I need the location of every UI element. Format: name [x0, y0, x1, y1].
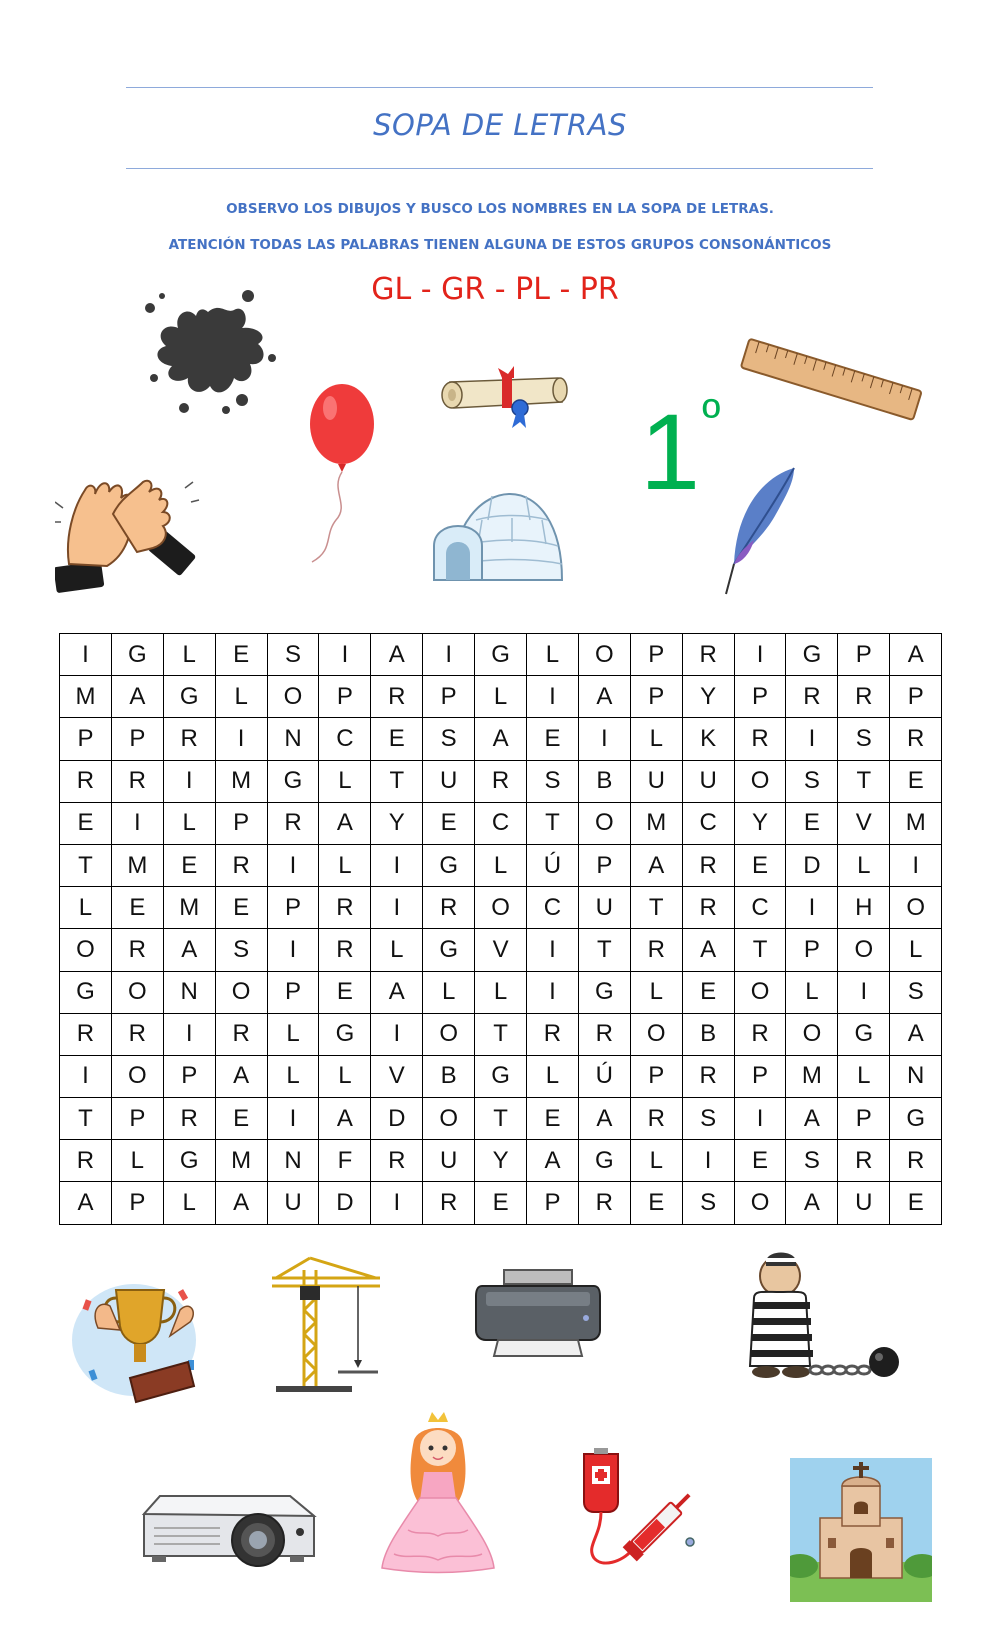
- grid-cell[interactable]: M: [215, 1140, 267, 1182]
- grid-cell[interactable]: I: [682, 1140, 734, 1182]
- grid-row: [60, 760, 942, 802]
- clapping-hands-icon: [55, 468, 200, 603]
- grid-cell[interactable]: R: [682, 634, 734, 676]
- grid-cell[interactable]: A: [682, 929, 734, 971]
- grid-cell[interactable]: E: [734, 1140, 786, 1182]
- grid-cell[interactable]: I: [734, 634, 786, 676]
- grid-cell[interactable]: L: [838, 1055, 890, 1097]
- grid-cell[interactable]: I: [267, 844, 319, 886]
- grade-number: 1: [640, 391, 701, 512]
- grid-cell[interactable]: E: [734, 844, 786, 886]
- grid-cell[interactable]: I: [527, 676, 579, 718]
- grid-cell[interactable]: R: [60, 1013, 112, 1055]
- grid-cell[interactable]: O: [578, 634, 630, 676]
- grid-cell[interactable]: L: [838, 844, 890, 886]
- grid-cell[interactable]: R: [786, 676, 838, 718]
- grid-cell[interactable]: R: [111, 1013, 163, 1055]
- grid-cell[interactable]: A: [578, 1098, 630, 1140]
- grid-cell[interactable]: O: [111, 971, 163, 1013]
- grid-cell[interactable]: O: [578, 802, 630, 844]
- grade-label: [640, 389, 721, 512]
- grid-cell[interactable]: T: [475, 1013, 527, 1055]
- grid-cell[interactable]: L: [163, 1182, 215, 1224]
- grid-cell[interactable]: S: [682, 1098, 734, 1140]
- grid-cell[interactable]: A: [215, 1182, 267, 1224]
- word-search-grid: [59, 633, 942, 1225]
- grid-cell[interactable]: R: [111, 929, 163, 971]
- grid-row: [60, 1013, 942, 1055]
- grid-cell[interactable]: P: [267, 971, 319, 1013]
- grid-cell[interactable]: A: [890, 634, 942, 676]
- grid-cell[interactable]: S: [527, 760, 579, 802]
- diploma-icon: [440, 364, 570, 434]
- grid-cell[interactable]: L: [475, 676, 527, 718]
- grid-cell[interactable]: E: [163, 844, 215, 886]
- grid-cell[interactable]: G: [890, 1098, 942, 1140]
- grid-cell[interactable]: Ú: [527, 844, 579, 886]
- grid-cell[interactable]: Y: [371, 802, 423, 844]
- grid-cell[interactable]: L: [630, 718, 682, 760]
- prisoner-icon: [740, 1246, 900, 1381]
- grid-cell[interactable]: O: [267, 676, 319, 718]
- blood-transfusion-icon: [578, 1446, 704, 1571]
- grid-row: [60, 1098, 942, 1140]
- grid-cell[interactable]: R: [630, 1098, 682, 1140]
- grid-cell[interactable]: L: [423, 971, 475, 1013]
- grid-cell[interactable]: R: [578, 1013, 630, 1055]
- grid-cell[interactable]: I: [371, 1182, 423, 1224]
- grid-cell[interactable]: I: [734, 1098, 786, 1140]
- grid-cell[interactable]: I: [215, 718, 267, 760]
- grid-cell[interactable]: M: [111, 844, 163, 886]
- grid-cell[interactable]: P: [319, 676, 371, 718]
- grid-cell[interactable]: R: [371, 676, 423, 718]
- grid-cell[interactable]: G: [578, 971, 630, 1013]
- grid-cell[interactable]: R: [734, 1013, 786, 1055]
- grid-cell[interactable]: H: [838, 887, 890, 929]
- grid-cell[interactable]: E: [371, 718, 423, 760]
- grid-cell[interactable]: T: [734, 929, 786, 971]
- grid-cell[interactable]: M: [60, 676, 112, 718]
- grid-row: [60, 802, 942, 844]
- grid-cell[interactable]: A: [578, 676, 630, 718]
- grid-cell[interactable]: N: [163, 971, 215, 1013]
- grid-cell[interactable]: P: [527, 1182, 579, 1224]
- grid-cell[interactable]: A: [786, 1182, 838, 1224]
- grid-cell[interactable]: P: [838, 634, 890, 676]
- grid-cell[interactable]: V: [371, 1055, 423, 1097]
- grid-cell[interactable]: O: [734, 971, 786, 1013]
- grid-cell[interactable]: C: [319, 718, 371, 760]
- grid-cell[interactable]: A: [786, 1098, 838, 1140]
- grid-cell[interactable]: G: [838, 1013, 890, 1055]
- grid-cell[interactable]: C: [682, 802, 734, 844]
- grid-cell[interactable]: R: [215, 1013, 267, 1055]
- grid-cell[interactable]: L: [267, 1013, 319, 1055]
- grid-cell[interactable]: M: [890, 802, 942, 844]
- page-title: SOPA DE LETRAS: [373, 108, 627, 142]
- grid-cell[interactable]: E: [60, 802, 112, 844]
- grid-cell[interactable]: M: [163, 887, 215, 929]
- grid-row: [60, 1055, 942, 1097]
- grid-cell[interactable]: C: [475, 802, 527, 844]
- balloon-icon: [300, 380, 380, 570]
- grid-cell[interactable]: P: [734, 676, 786, 718]
- grid-cell[interactable]: P: [890, 676, 942, 718]
- grid-cell[interactable]: R: [319, 887, 371, 929]
- grid-cell[interactable]: E: [890, 1182, 942, 1224]
- grid-cell[interactable]: S: [215, 929, 267, 971]
- grid-cell[interactable]: B: [682, 1013, 734, 1055]
- grid-cell[interactable]: B: [578, 760, 630, 802]
- instruction-line-1: OBSERVO LOS DIBUJOS Y BUSCO LOS NOMBRES EN LA SOPA DE LETRAS.: [226, 201, 774, 217]
- printer-icon: [474, 1256, 602, 1364]
- grid-cell[interactable]: E: [215, 1098, 267, 1140]
- grid-cell[interactable]: G: [423, 844, 475, 886]
- grid-cell[interactable]: U: [682, 760, 734, 802]
- grid-cell[interactable]: R: [630, 929, 682, 971]
- grid-cell[interactable]: L: [475, 971, 527, 1013]
- grid-cell[interactable]: O: [423, 1098, 475, 1140]
- grid-row: [60, 1140, 942, 1182]
- grid-cell[interactable]: R: [423, 887, 475, 929]
- grid-cell[interactable]: I: [371, 1013, 423, 1055]
- grid-cell[interactable]: V: [838, 802, 890, 844]
- grid-row: [60, 718, 942, 760]
- grid-cell[interactable]: O: [60, 929, 112, 971]
- grid-cell[interactable]: S: [682, 1182, 734, 1224]
- grid-cell[interactable]: A: [527, 1140, 579, 1182]
- igloo-icon: [432, 484, 567, 584]
- grid-cell[interactable]: A: [475, 718, 527, 760]
- grid-cell[interactable]: I: [267, 929, 319, 971]
- grid-cell[interactable]: P: [111, 1098, 163, 1140]
- grid-cell[interactable]: O: [786, 1013, 838, 1055]
- grid-cell[interactable]: I: [527, 971, 579, 1013]
- grid-cell[interactable]: A: [215, 1055, 267, 1097]
- grid-cell[interactable]: L: [527, 1055, 579, 1097]
- grade-ordinal: º: [702, 389, 721, 445]
- grid-cell[interactable]: D: [319, 1182, 371, 1224]
- grid-cell[interactable]: I: [371, 887, 423, 929]
- grid-cell[interactable]: R: [319, 929, 371, 971]
- grid-cell[interactable]: R: [838, 1140, 890, 1182]
- grid-cell[interactable]: R: [578, 1182, 630, 1224]
- grid-cell[interactable]: L: [890, 929, 942, 971]
- grid-row: [60, 676, 942, 718]
- grid-cell[interactable]: I: [60, 1055, 112, 1097]
- grid-cell[interactable]: G: [319, 1013, 371, 1055]
- grid-cell[interactable]: P: [786, 929, 838, 971]
- grid-cell[interactable]: S: [838, 718, 890, 760]
- grid-cell[interactable]: L: [475, 844, 527, 886]
- grid-cell[interactable]: B: [423, 1055, 475, 1097]
- grid-cell[interactable]: E: [319, 971, 371, 1013]
- grid-cell[interactable]: S: [786, 1140, 838, 1182]
- grid-cell[interactable]: N: [267, 718, 319, 760]
- grid-cell[interactable]: O: [890, 887, 942, 929]
- grid-cell[interactable]: T: [475, 1098, 527, 1140]
- grid-cell[interactable]: L: [111, 1140, 163, 1182]
- grid-cell[interactable]: P: [630, 634, 682, 676]
- grid-cell[interactable]: Y: [734, 802, 786, 844]
- grid-cell[interactable]: G: [267, 760, 319, 802]
- grid-cell[interactable]: U: [578, 887, 630, 929]
- grid-cell[interactable]: R: [682, 887, 734, 929]
- grid-cell[interactable]: P: [630, 1055, 682, 1097]
- grid-row: [60, 634, 942, 676]
- grid-row: [60, 887, 942, 929]
- grid-cell[interactable]: M: [630, 802, 682, 844]
- grid-cell[interactable]: L: [630, 1140, 682, 1182]
- grid-cell[interactable]: R: [111, 760, 163, 802]
- grid-cell[interactable]: C: [527, 887, 579, 929]
- grid-cell[interactable]: P: [267, 887, 319, 929]
- grid-cell[interactable]: L: [163, 802, 215, 844]
- grid-cell[interactable]: L: [786, 971, 838, 1013]
- grid-cell[interactable]: Y: [475, 1140, 527, 1182]
- top-rule: [126, 87, 873, 88]
- grid-cell[interactable]: O: [734, 760, 786, 802]
- grid-cell[interactable]: R: [527, 1013, 579, 1055]
- grid-cell[interactable]: L: [630, 971, 682, 1013]
- grid-cell[interactable]: A: [630, 844, 682, 886]
- grid-cell[interactable]: A: [111, 676, 163, 718]
- grid-cell[interactable]: O: [215, 971, 267, 1013]
- grid-cell[interactable]: R: [734, 718, 786, 760]
- grid-cell[interactable]: I: [111, 802, 163, 844]
- paint-splat-icon: [138, 282, 278, 422]
- consonant-groups: GL - GR - PL - PR: [371, 272, 619, 307]
- projector-icon: [140, 1478, 318, 1578]
- grid-cell[interactable]: T: [60, 1098, 112, 1140]
- grid-cell[interactable]: I: [60, 634, 112, 676]
- grid-cell[interactable]: A: [163, 929, 215, 971]
- bottom-rule: [126, 168, 873, 169]
- grid-cell[interactable]: E: [215, 634, 267, 676]
- princess-icon: [378, 1410, 498, 1575]
- grid-cell[interactable]: R: [838, 676, 890, 718]
- grid-cell[interactable]: A: [319, 802, 371, 844]
- grid-cell[interactable]: R: [423, 1182, 475, 1224]
- grid-cell[interactable]: P: [215, 802, 267, 844]
- grid-cell[interactable]: E: [630, 1182, 682, 1224]
- grid-cell[interactable]: I: [423, 634, 475, 676]
- grid-cell[interactable]: I: [578, 718, 630, 760]
- grid-cell[interactable]: O: [423, 1013, 475, 1055]
- grid-row: [60, 1182, 942, 1224]
- grid-cell[interactable]: I: [786, 718, 838, 760]
- grid-cell[interactable]: P: [734, 1055, 786, 1097]
- grid-cell[interactable]: S: [423, 718, 475, 760]
- grid-cell[interactable]: P: [630, 676, 682, 718]
- grid-cell[interactable]: U: [423, 760, 475, 802]
- grid-cell[interactable]: E: [423, 802, 475, 844]
- grid-cell[interactable]: C: [734, 887, 786, 929]
- grid-cell[interactable]: P: [60, 718, 112, 760]
- grid-cell[interactable]: I: [267, 1098, 319, 1140]
- crane-icon: [272, 1256, 384, 1396]
- grid-cell[interactable]: T: [838, 760, 890, 802]
- grid-cell[interactable]: G: [111, 634, 163, 676]
- grid-cell[interactable]: I: [786, 887, 838, 929]
- grid-cell[interactable]: O: [838, 929, 890, 971]
- grid-cell[interactable]: U: [267, 1182, 319, 1224]
- grid-cell[interactable]: U: [630, 760, 682, 802]
- grid-cell[interactable]: I: [890, 844, 942, 886]
- grid-cell[interactable]: P: [111, 1182, 163, 1224]
- grid-cell[interactable]: M: [215, 760, 267, 802]
- grid-cell[interactable]: F: [319, 1140, 371, 1182]
- grid-cell[interactable]: T: [527, 802, 579, 844]
- grid-cell[interactable]: Ú: [578, 1055, 630, 1097]
- grid-cell[interactable]: L: [527, 634, 579, 676]
- grid-cell[interactable]: G: [475, 1055, 527, 1097]
- grid-cell[interactable]: A: [371, 971, 423, 1013]
- grid-cell[interactable]: Y: [682, 676, 734, 718]
- grid-cell[interactable]: L: [319, 844, 371, 886]
- grid-cell[interactable]: R: [890, 718, 942, 760]
- grid-cell[interactable]: A: [60, 1182, 112, 1224]
- grid-cell[interactable]: I: [838, 971, 890, 1013]
- grid-cell[interactable]: U: [423, 1140, 475, 1182]
- grid-cell[interactable]: E: [682, 971, 734, 1013]
- church-icon: [790, 1458, 932, 1602]
- grid-cell[interactable]: E: [786, 802, 838, 844]
- trophy-icon: [70, 1270, 205, 1410]
- grid-cell[interactable]: D: [786, 844, 838, 886]
- grid-cell[interactable]: L: [215, 676, 267, 718]
- grid-cell[interactable]: R: [371, 1140, 423, 1182]
- grid-row: [60, 971, 942, 1013]
- grid-cell[interactable]: R: [475, 760, 527, 802]
- grid-cell[interactable]: I: [319, 634, 371, 676]
- grid-cell[interactable]: R: [267, 802, 319, 844]
- grid-cell[interactable]: E: [111, 887, 163, 929]
- grid-cell[interactable]: G: [786, 634, 838, 676]
- grid-cell[interactable]: I: [527, 929, 579, 971]
- grid-cell[interactable]: R: [60, 1140, 112, 1182]
- grid-cell[interactable]: O: [111, 1055, 163, 1097]
- grid-cell[interactable]: K: [682, 718, 734, 760]
- grid-cell[interactable]: E: [890, 760, 942, 802]
- grid-row: [60, 844, 942, 886]
- grid-cell[interactable]: R: [215, 844, 267, 886]
- grid-cell[interactable]: I: [163, 760, 215, 802]
- grid-cell[interactable]: N: [267, 1140, 319, 1182]
- grid-cell[interactable]: G: [423, 929, 475, 971]
- grid-cell[interactable]: R: [682, 844, 734, 886]
- grid-cell[interactable]: T: [578, 929, 630, 971]
- grid-cell[interactable]: P: [838, 1098, 890, 1140]
- grid-cell[interactable]: S: [890, 971, 942, 1013]
- grid-cell[interactable]: T: [371, 760, 423, 802]
- grid-cell[interactable]: R: [163, 718, 215, 760]
- grid-row: [60, 929, 942, 971]
- grid-cell[interactable]: U: [838, 1182, 890, 1224]
- grid-cell[interactable]: P: [423, 676, 475, 718]
- grid-cell[interactable]: E: [475, 1182, 527, 1224]
- grid-cell[interactable]: R: [60, 760, 112, 802]
- grid-cell[interactable]: T: [60, 844, 112, 886]
- grid-cell[interactable]: D: [371, 1098, 423, 1140]
- grid-cell[interactable]: L: [371, 929, 423, 971]
- grid-cell[interactable]: A: [890, 1013, 942, 1055]
- grid-cell[interactable]: M: [786, 1055, 838, 1097]
- grid-cell[interactable]: T: [630, 887, 682, 929]
- ruler-icon: [735, 330, 925, 430]
- grid-cell[interactable]: O: [475, 887, 527, 929]
- feather-icon: [720, 464, 805, 599]
- grid-cell[interactable]: E: [527, 1098, 579, 1140]
- grid-cell[interactable]: G: [163, 676, 215, 718]
- grid-cell[interactable]: R: [682, 1055, 734, 1097]
- grid-cell[interactable]: R: [890, 1140, 942, 1182]
- grid-cell[interactable]: P: [111, 718, 163, 760]
- grid-cell[interactable]: I: [163, 1013, 215, 1055]
- grid-cell[interactable]: G: [163, 1140, 215, 1182]
- grid-cell[interactable]: L: [60, 887, 112, 929]
- grid-cell[interactable]: L: [267, 1055, 319, 1097]
- grid-cell[interactable]: L: [319, 1055, 371, 1097]
- grid-cell[interactable]: G: [578, 1140, 630, 1182]
- grid-cell[interactable]: P: [163, 1055, 215, 1097]
- grid-cell[interactable]: N: [890, 1055, 942, 1097]
- grid-cell[interactable]: P: [578, 844, 630, 886]
- grid-cell[interactable]: L: [163, 634, 215, 676]
- grid-cell[interactable]: O: [734, 1182, 786, 1224]
- grid-cell[interactable]: S: [267, 634, 319, 676]
- grid-cell[interactable]: I: [371, 844, 423, 886]
- grid-cell[interactable]: E: [527, 718, 579, 760]
- grid-cell[interactable]: V: [475, 929, 527, 971]
- grid-cell[interactable]: S: [786, 760, 838, 802]
- grid-cell[interactable]: R: [163, 1098, 215, 1140]
- instruction-line-2: ATENCIÓN TODAS LAS PALABRAS TIENEN ALGUNA DE ESTOS GRUPOS CONSONÁNTICOS: [168, 237, 832, 253]
- grid-cell[interactable]: L: [319, 760, 371, 802]
- grid-cell[interactable]: A: [319, 1098, 371, 1140]
- grid-cell[interactable]: G: [475, 634, 527, 676]
- grid-cell[interactable]: G: [60, 971, 112, 1013]
- grid-cell[interactable]: E: [215, 887, 267, 929]
- grid-cell[interactable]: O: [630, 1013, 682, 1055]
- grid-cell[interactable]: A: [371, 634, 423, 676]
